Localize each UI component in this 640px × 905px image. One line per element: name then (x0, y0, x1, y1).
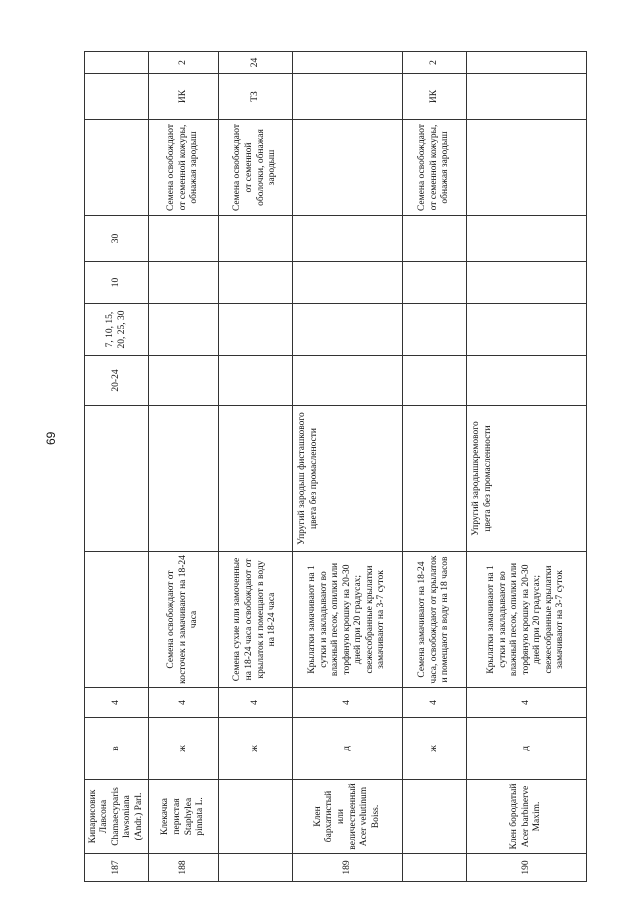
col4-cell: 4 (467, 688, 587, 718)
count-days-cell (467, 304, 587, 356)
col9-cell (403, 262, 467, 304)
code-cell: ж (403, 718, 467, 780)
temperature-cell (467, 356, 587, 406)
species-name: Клен бархатистый или величественный Acer velutinum Boiss. (293, 780, 403, 854)
prep-cell: Семена освобождают от семенной кожуры, обнажая зародыш (149, 120, 219, 216)
code-cell: д (467, 718, 587, 780)
seed-quality-cell (85, 406, 149, 552)
row-number (219, 854, 293, 882)
seed-germination-table (84, 51, 587, 882)
pretreatment-cell: Семена замачивают на 18-24 часа, освобождают от крылаток и помещают в воду на 18 часов (403, 552, 467, 688)
seed-quality-cell: Упругий зародышкремового цвета без промасленности (467, 406, 587, 552)
temperature-cell (403, 356, 467, 406)
species-name: Клен бородатый Acer barbinerve Maxim. (467, 780, 587, 854)
code-cell: ж (149, 718, 219, 780)
page-number: 69 (44, 431, 58, 445)
col9-cell (219, 262, 293, 304)
pretreatment-cell (85, 552, 149, 688)
prep-cell (467, 120, 587, 216)
prep-cell (85, 120, 149, 216)
count-days-cell (219, 304, 293, 356)
table-row (149, 52, 219, 882)
col9-cell: 10 (85, 262, 149, 304)
rotated-table-wrapper (84, 52, 586, 882)
col13-cell (85, 52, 149, 74)
species-name: Кипарисовик Лавсона Chamaecyparis lawsoniana (Andr.) Parl. (85, 780, 149, 854)
method-cell: ТЗ (219, 74, 293, 120)
table-row (219, 52, 293, 882)
count-days-cell (149, 304, 219, 356)
count-days-cell (293, 304, 403, 356)
count-days-cell (403, 304, 467, 356)
col9-cell (293, 262, 403, 304)
col4-cell: 4 (293, 688, 403, 718)
col9-cell (149, 262, 219, 304)
prep-cell: Семена освобождают от семенной кожуры, обнажая зародыш (403, 120, 467, 216)
pretreatment-cell: Крылатки замачивают на 1 сутки и закладывают во влажный песок, опилки или торфяную крошку на 20-30 дней при 20 градусах; свежесобранные крылатки замачивают на 3-7 суток (293, 552, 403, 688)
seed-quality-cell (149, 406, 219, 552)
col10-cell (403, 216, 467, 262)
row-number: 190 (467, 854, 587, 882)
temperature-cell: 20-24 (85, 356, 149, 406)
col4-cell: 4 (149, 688, 219, 718)
row-number: 189 (293, 854, 403, 882)
species-name (403, 780, 467, 854)
row-number: 188 (149, 854, 219, 882)
col13-cell: 2 (149, 52, 219, 74)
col4-cell: 4 (85, 688, 149, 718)
species-name: Клекачка перистая Staphylea pinnata L. (149, 780, 219, 854)
table-row (293, 52, 403, 882)
col13-cell (467, 52, 587, 74)
col9-cell (467, 262, 587, 304)
col10-cell (149, 216, 219, 262)
pretreatment-cell: Крылатки замачивают на 1 сутки и закладывают во влажный песок, опилки или торфяную крошку на 20-30 дней при 20 градусах; свежесобранные крылатки замачивают на 3-7 суток (467, 552, 587, 688)
col4-cell: 4 (219, 688, 293, 718)
table-row (85, 52, 149, 882)
seed-quality-cell: Упругий зародыш фисташкового цвета без промаслености (293, 406, 403, 552)
code-cell: в (85, 718, 149, 780)
col13-cell: 2 (403, 52, 467, 74)
prep-cell (293, 120, 403, 216)
temperature-cell (293, 356, 403, 406)
prep-cell: Семена освобождают от семенной оболочки, обнажая зародыш (219, 120, 293, 216)
col4-cell: 4 (403, 688, 467, 718)
species-name (219, 780, 293, 854)
col10-cell (467, 216, 587, 262)
method-cell (293, 74, 403, 120)
table-row (467, 52, 587, 882)
seed-quality-cell (403, 406, 467, 552)
temperature-cell (219, 356, 293, 406)
seed-quality-cell (219, 406, 293, 552)
pretreatment-cell: Семена сухие или замоченные на 18-24 часа освобождают от крылаток и помещают в воду на 18-24 часа (219, 552, 293, 688)
method-cell: ИК (149, 74, 219, 120)
method-cell (85, 74, 149, 120)
col10-cell: 30 (85, 216, 149, 262)
code-cell: ж (219, 718, 293, 780)
method-cell (467, 74, 587, 120)
temperature-cell (149, 356, 219, 406)
col13-cell: 24 (219, 52, 293, 74)
code-cell: д (293, 718, 403, 780)
row-number: 187 (85, 854, 149, 882)
col10-cell (219, 216, 293, 262)
col10-cell (293, 216, 403, 262)
col13-cell (293, 52, 403, 74)
table-row (403, 52, 467, 882)
count-days-cell: 7, 10, 15, 20, 25, 30 (85, 304, 149, 356)
pretreatment-cell: Семена освобождают от косточек и замачивают на 18-24 часа (149, 552, 219, 688)
row-number (403, 854, 467, 882)
method-cell: ИК (403, 74, 467, 120)
